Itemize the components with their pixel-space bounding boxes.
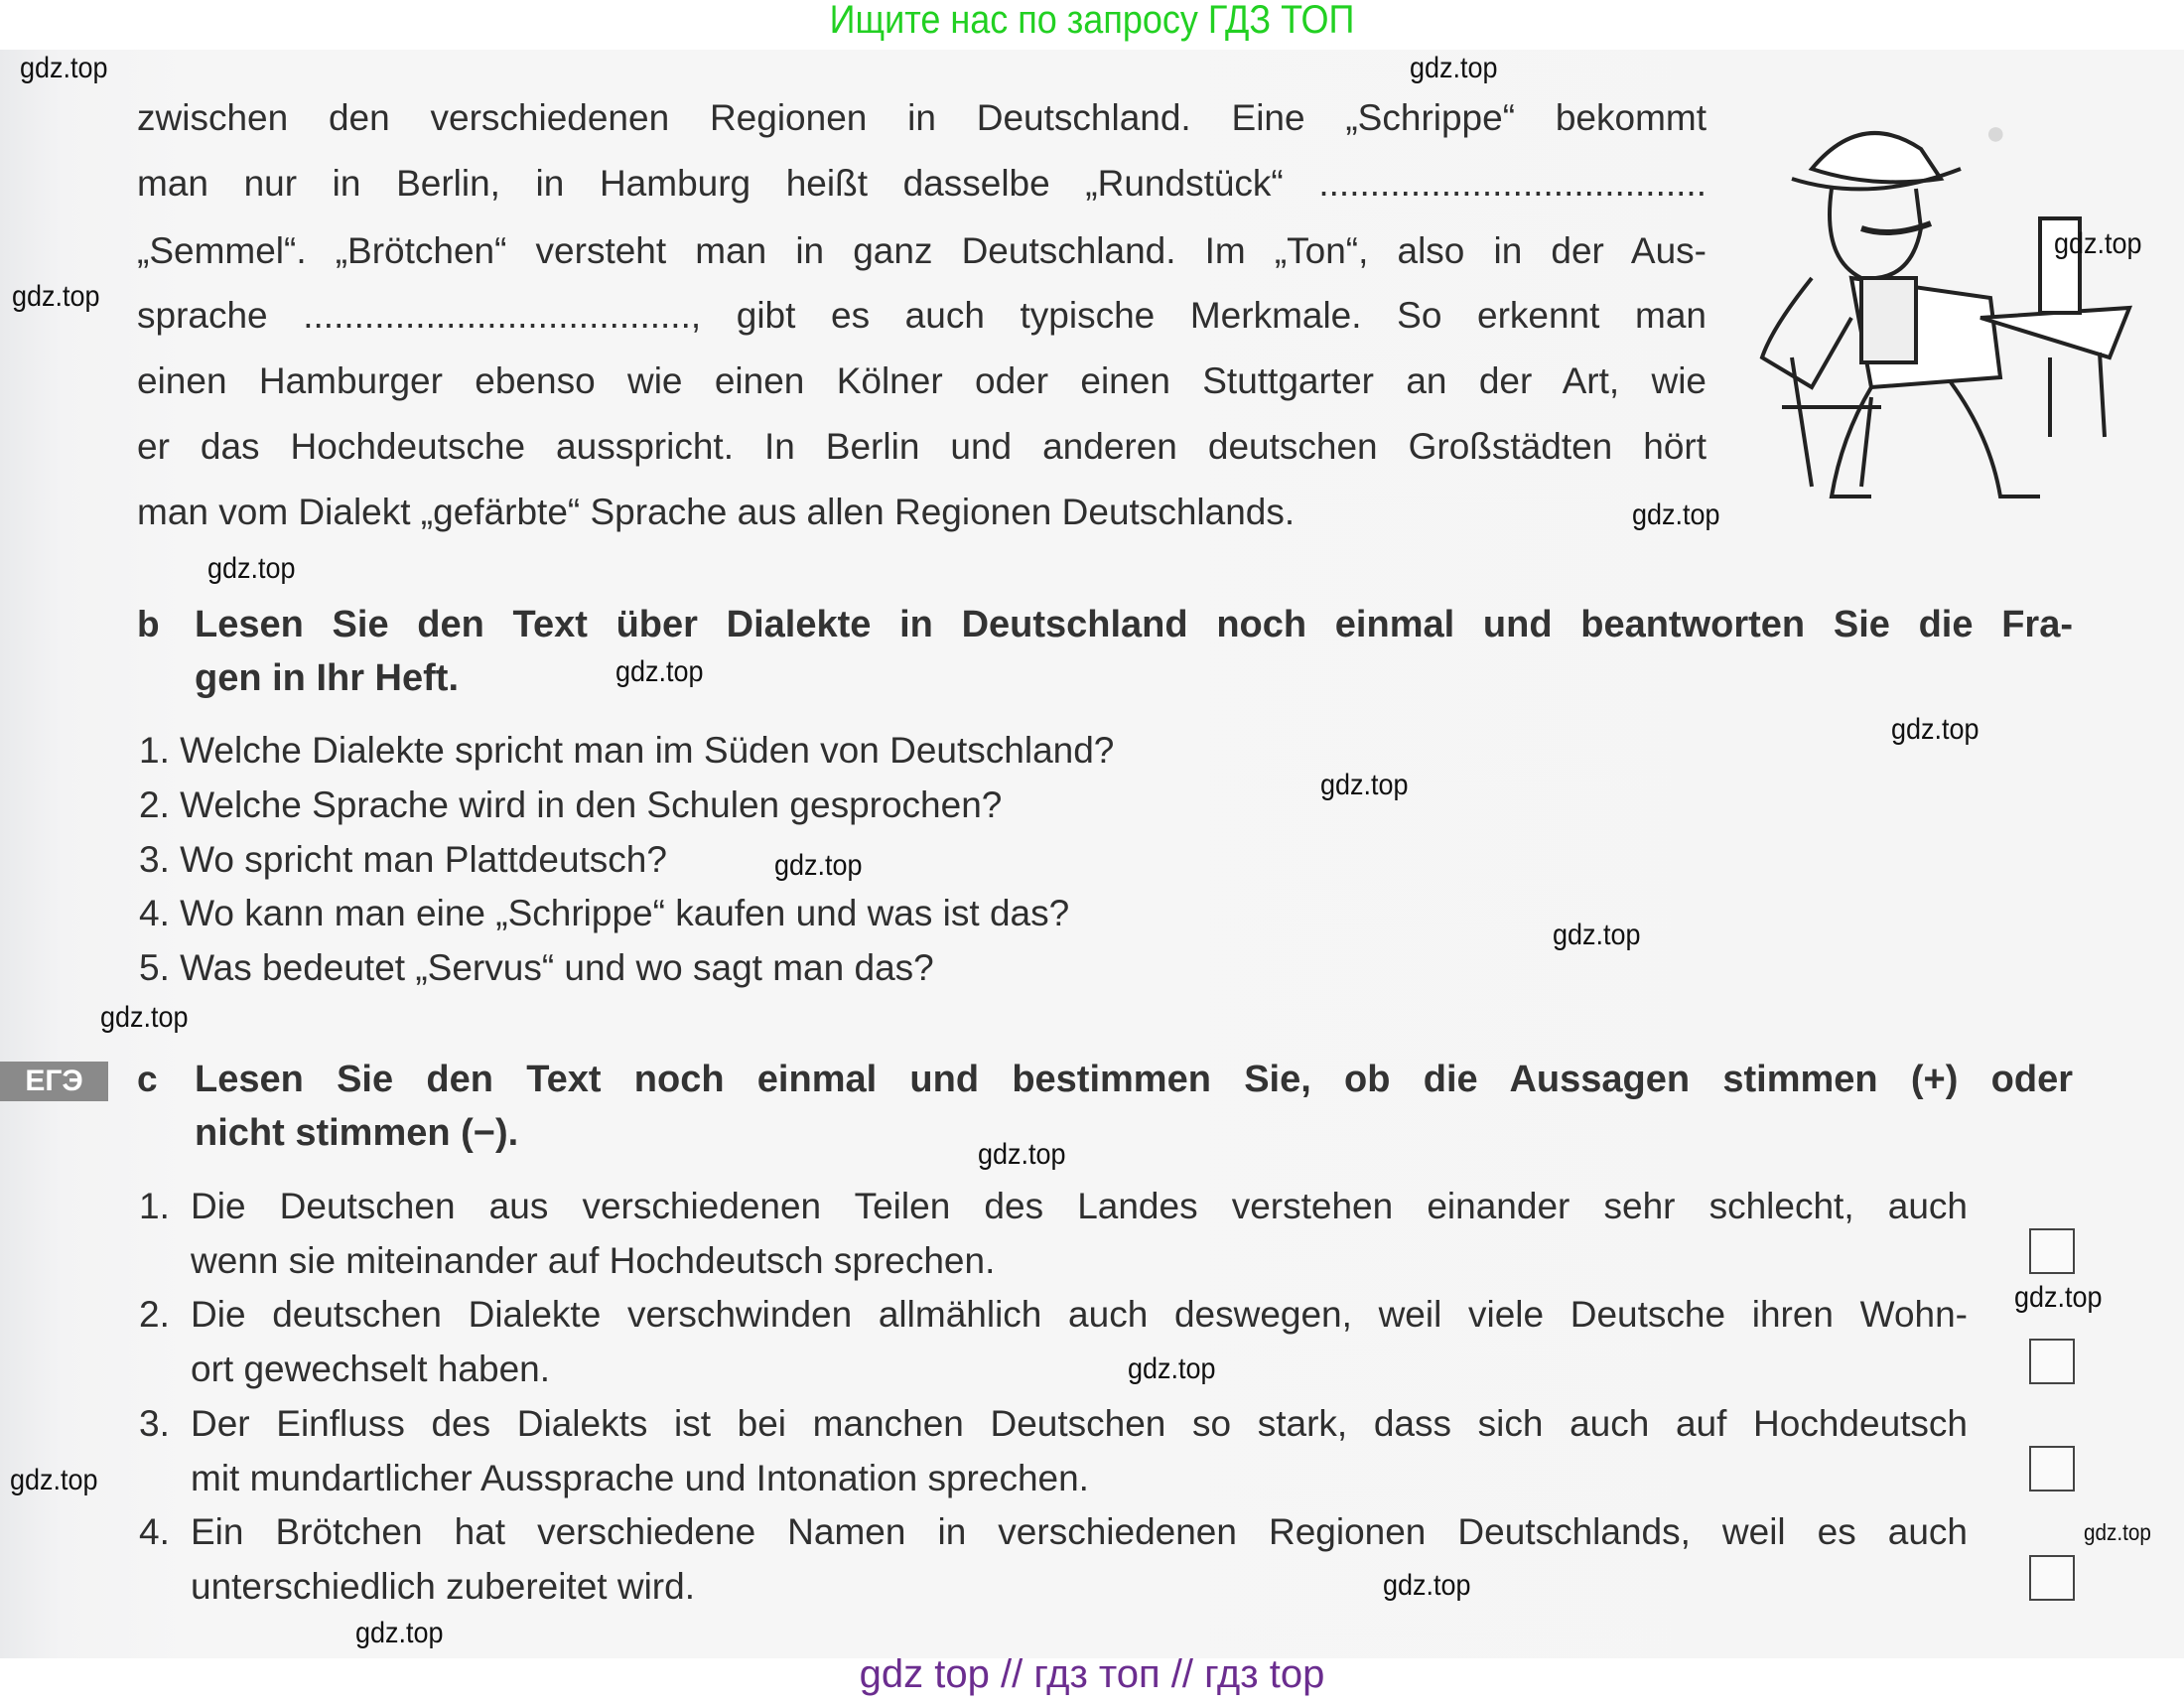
statement-number: 2.: [139, 1294, 170, 1335]
watermark: gdz.top: [2054, 227, 2142, 260]
watermark: gdz.top: [20, 52, 108, 84]
statement-number: 1.: [139, 1186, 170, 1226]
question-item: 4. Wo kann man eine „Schrippe“ kaufen und was ist das?: [139, 893, 1070, 933]
statement-number: 3.: [139, 1403, 170, 1444]
answer-checkbox-2[interactable]: [2029, 1339, 2075, 1384]
statement-text: Die deutschen Dialekte verschwinden allmählich auch deswegen, weil viele Deutsche ihren Wohn-: [191, 1294, 1968, 1335]
question-item: 5. Was bedeutet „Servus“ und wo sagt man das?: [139, 947, 934, 988]
text-line: er das Hochdeutsche ausspricht. In Berlin und anderen deutschen Großstädten hört: [137, 426, 1706, 467]
answer-checkbox-4[interactable]: [2029, 1555, 2075, 1601]
statement-text: Die Deutschen aus verschiedenen Teilen des Landes verstehen einander sehr schlecht, auch: [191, 1186, 1968, 1226]
task-heading: gen in Ihr Heft.: [195, 657, 459, 699]
watermark: gdz.top: [1410, 52, 1498, 84]
watermark: gdz.top: [774, 849, 863, 882]
task-heading: Lesen Sie den Text über Dialekte in Deutschland noch einmal und beantworten Sie die Fra-: [195, 604, 2073, 645]
watermark: gdz.top: [2014, 1281, 2103, 1314]
watermark: gdz.top: [1553, 919, 1641, 951]
statement-text: ort gewechselt haben.: [191, 1349, 551, 1389]
answer-checkbox-1[interactable]: [2029, 1228, 2075, 1274]
statement-text: wenn sie miteinander auf Hochdeutsch sprechen.: [191, 1240, 996, 1281]
watermark: gdz.top: [355, 1617, 444, 1649]
watermark: gdz.top: [1891, 713, 1979, 746]
watermark: gdz.top: [2084, 1519, 2151, 1545]
watermark: gdz.top: [1128, 1352, 1216, 1385]
task-letter: c: [137, 1059, 158, 1099]
question-item: 2. Welche Sprache wird in den Schulen gesprochen?: [139, 784, 1003, 825]
text-line: man vom Dialekt „gefärbte“ Sprache aus allen Regionen Deutschlands.: [137, 492, 1296, 532]
watermark: gdz.top: [978, 1138, 1066, 1171]
watermark: gdz.top: [207, 552, 296, 585]
statement-text: Der Einfluss des Dialekts ist bei manchen Deutschen so stark, dass sich auch auf Hochdeutsch: [191, 1403, 1968, 1444]
answer-checkbox-3[interactable]: [2029, 1446, 2075, 1492]
statement-number: 4.: [139, 1511, 170, 1552]
watermark: gdz.top: [1383, 1569, 1471, 1602]
text-line: man nur in Berlin, in Hamburg heißt dasselbe „Rundstück“ ......................................: [137, 163, 1706, 204]
watermark: gdz.top: [1632, 498, 1720, 531]
text-line: „Semmel“. „Brötchen“ versteht man in ganz Deutschland. Im „Ton“, also in der Aus-: [137, 230, 1706, 271]
watermark: gdz.top: [100, 1001, 189, 1034]
watermark: gdz.top: [615, 655, 704, 688]
statement-text: unterschiedlich zubereitet wird.: [191, 1566, 695, 1607]
task-heading: Lesen Sie den Text noch einmal und bestimmen Sie, ob die Aussagen stimmen (+) oder: [195, 1059, 2073, 1100]
question-item: 3. Wo spricht man Plattdeutsch?: [139, 839, 667, 880]
text-line: sprache ......................................, gibt es auch typische Merkmale. So erkennt man: [137, 295, 1706, 336]
text-line: zwischen den verschiedenen Regionen in Deutschland. Eine „Schrippe“ bekommt: [137, 97, 1706, 138]
watermark: gdz.top: [10, 1464, 98, 1496]
task-heading: nicht stimmen (−).: [195, 1112, 519, 1154]
question-item: 1. Welche Dialekte spricht man im Süden von Deutschland?: [139, 730, 1115, 771]
text-line: einen Hamburger ebenso wie einen Kölner oder einen Stuttgarter an der Art, wie: [137, 360, 1706, 401]
bleed-through-decoration: ●: [1985, 114, 2006, 152]
ege-badge: ЕГЭ: [0, 1062, 108, 1101]
illustration-man-with-beer: [1752, 109, 2134, 516]
statement-text: mit mundartlicher Aussprache und Intonation sprechen.: [191, 1458, 1089, 1498]
watermark: gdz.top: [12, 280, 100, 313]
watermark: gdz.top: [1320, 769, 1409, 801]
statement-text: Ein Brötchen hat verschiedene Namen in verschiedenen Regionen Deutschlands, weil es auch: [191, 1511, 1968, 1552]
task-letter: b: [137, 604, 160, 644]
top-banner[interactable]: Ищите нас по запросу ГДЗ ТОП: [829, 0, 1355, 42]
bottom-banner[interactable]: gdz top // гдз топ // гдз top: [859, 1652, 1325, 1696]
